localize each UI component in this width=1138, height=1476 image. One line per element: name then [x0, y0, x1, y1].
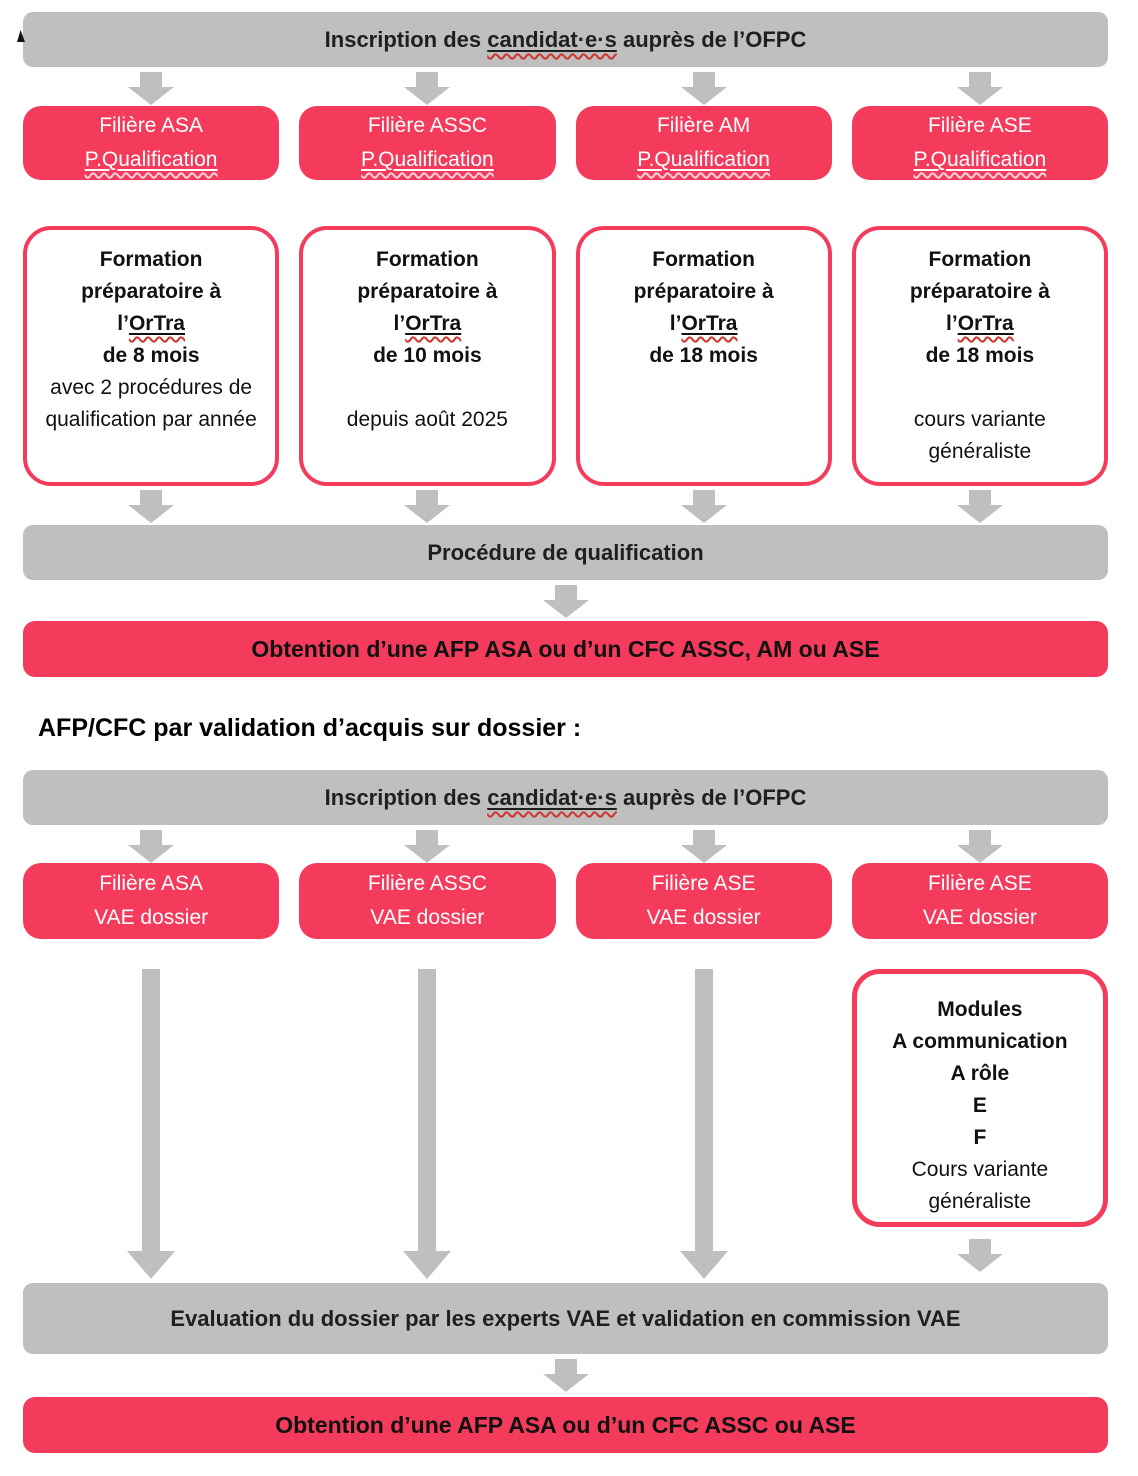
arrow-cell: [299, 830, 555, 863]
arrow-down-icon: [957, 72, 1003, 105]
long-arrow-cell: [299, 939, 555, 1279]
spellchecked-word-wrap: [487, 785, 617, 810]
arrow-down-icon: [681, 490, 727, 523]
bar-obtention-afp-cfc-vae: Obtention d’une AFP ASA ou d’un CFC ASSC ou ASE: [23, 1397, 1108, 1453]
arrow-down-icon: [128, 72, 174, 105]
filiere-name: Filière AM: [656, 114, 751, 137]
formation-duration: de 8 mois: [102, 344, 200, 367]
formation-line: préparatoire à: [357, 280, 498, 303]
filiere-type: P.Qualification: [913, 148, 1047, 171]
filiere-type: VAE dossier: [94, 906, 209, 929]
flowchart-content: [0, 12, 1138, 1453]
vae-middle-section: [23, 939, 1108, 1279]
arrow-down-icon: [957, 830, 1003, 863]
modules-cell: [852, 939, 1108, 1272]
box-formation-asa: [23, 226, 279, 486]
filiere-name: Filière ASE: [927, 872, 1032, 895]
arrow-down-icon: [543, 1359, 589, 1392]
bar-inscription-ofpc-vae: [23, 770, 1108, 825]
blank-line: [864, 372, 1096, 404]
modules-line: A communication: [892, 1030, 1068, 1053]
arrow-cell: [23, 72, 279, 105]
arrow-cell: [576, 72, 832, 105]
arrow-cell: [852, 490, 1108, 523]
box-filiere-asa-pq: [23, 106, 279, 180]
formation-duration: de 18 mois: [649, 344, 758, 367]
arrows-row-to-filieres-pq: [23, 72, 1108, 105]
filiere-name: Filière ASE: [651, 872, 756, 895]
modules-note: Cours variante généraliste: [911, 1158, 1049, 1213]
formation-note: depuis août 2025: [346, 408, 508, 431]
spellchecked-word-wrap: [487, 27, 617, 52]
box-filiere-ase-vae-1: [576, 863, 832, 939]
section-heading-vae: AFP/CFC par validation d’acquis sur dossier :: [38, 714, 582, 742]
box-filiere-ase-pq: [852, 106, 1108, 180]
spellchecked-word: candidat·e·s: [487, 785, 617, 810]
filiere-type: VAE dossier: [370, 906, 485, 929]
box-filiere-assc-pq: [299, 106, 555, 180]
bar-inscription-ofpc: [23, 12, 1108, 67]
arrow-down-icon: [128, 830, 174, 863]
spellchecked-word: candidat·e·s: [487, 27, 617, 52]
single-arrow-row: [23, 1359, 1108, 1392]
arrow-down-icon: [957, 1239, 1003, 1272]
arrow-down-icon: [957, 490, 1003, 523]
formation-line: Formation: [99, 248, 203, 271]
box-formation-am: [576, 226, 832, 486]
bar-evaluation-dossier: Evaluation du dossier par les experts VAE et validation en commission VAE: [23, 1283, 1108, 1354]
filiere-name: Filière ASE: [927, 114, 1032, 137]
arrow-down-icon: [404, 830, 450, 863]
arrow-cell: [299, 490, 555, 523]
bar-text-prefix: Inscription des: [324, 785, 488, 810]
box-formation-assc: [299, 226, 555, 486]
arrows-row-to-filieres-vae: [23, 830, 1108, 863]
formation-duration: de 10 mois: [373, 344, 482, 367]
filieres-pq-row: [23, 106, 1108, 180]
filiere-type: P.Qualification: [637, 148, 770, 171]
arrow-cell: [299, 72, 555, 105]
long-arrow-down-icon: [403, 969, 451, 1279]
arrow-down-icon: [681, 830, 727, 863]
filieres-vae-row: [23, 863, 1108, 939]
long-arrow-down-icon: [680, 969, 728, 1279]
formation-duration: de 18 mois: [925, 344, 1035, 367]
modules-line: F: [973, 1126, 987, 1149]
long-arrow-cell: [576, 939, 832, 1279]
box-filiere-asa-vae: [23, 863, 279, 939]
formation-note: avec 2 procédures de qualification par année: [45, 376, 257, 431]
arrow-down-icon: [128, 490, 174, 523]
formation-note: cours variante généraliste: [913, 408, 1046, 463]
formation-ortra-line: l’OrTra: [393, 312, 462, 335]
bar-text-prefix: Inscription des: [324, 27, 488, 52]
arrow-down-icon: [681, 72, 727, 105]
formation-line: préparatoire à: [81, 280, 222, 303]
long-arrow-cell: [23, 939, 279, 1279]
filiere-type: VAE dossier: [922, 906, 1037, 929]
filiere-type: P.Qualification: [84, 148, 218, 171]
single-arrow-row: [23, 585, 1108, 618]
formation-line: préparatoire à: [633, 280, 774, 303]
box-filiere-am-pq: [576, 106, 832, 180]
arrow-down-icon: [543, 585, 589, 618]
filiere-name: Filière ASA: [99, 872, 204, 895]
box-modules-ase: [852, 969, 1108, 1227]
arrows-row-to-procedure: [23, 490, 1108, 523]
arrow-cell: [576, 490, 832, 523]
bar-text-suffix: auprès de l’OFPC: [616, 785, 807, 810]
filiere-type: VAE dossier: [646, 906, 761, 929]
arrow-cell: [852, 830, 1108, 863]
formation-line: Formation: [652, 248, 755, 271]
arrow-cell: [23, 490, 279, 523]
arrow-cell: [852, 72, 1108, 105]
modules-line: Modules: [937, 998, 1023, 1021]
formation-line: Formation: [928, 248, 1032, 271]
modules-line: A rôle: [950, 1062, 1010, 1085]
blank-line: [311, 372, 543, 404]
bar-obtention-afp-cfc: Obtention d’une AFP ASA ou d’un CFC ASSC, AM ou ASE: [23, 621, 1108, 677]
box-formation-ase: [852, 226, 1108, 486]
filiere-type: P.Qualification: [361, 148, 494, 171]
arrow-cell: [576, 830, 832, 863]
formation-line: Formation: [376, 248, 479, 271]
filiere-name: Filière ASSC: [367, 114, 487, 137]
modules-line: E: [972, 1094, 987, 1117]
arrow-down-icon: [404, 72, 450, 105]
filiere-name: Filière ASSC: [367, 872, 487, 895]
formation-line: préparatoire à: [909, 280, 1050, 303]
arrow-down-icon: [404, 490, 450, 523]
box-filiere-assc-vae: [299, 863, 555, 939]
filiere-name: Filière ASA: [99, 114, 204, 137]
bar-procedure-qualification: Procédure de qualification: [23, 525, 1108, 580]
formation-ortra-line: l’OrTra: [669, 312, 738, 335]
formation-ortra-line: l’OrTra: [946, 312, 1014, 335]
arrow-cell: [23, 830, 279, 863]
formations-row: [23, 226, 1108, 486]
bar-text-suffix: auprès de l’OFPC: [616, 27, 807, 52]
box-filiere-ase-vae-2: [852, 863, 1108, 939]
long-arrow-down-icon: [127, 969, 175, 1279]
formation-ortra-line: l’OrTra: [117, 312, 185, 335]
